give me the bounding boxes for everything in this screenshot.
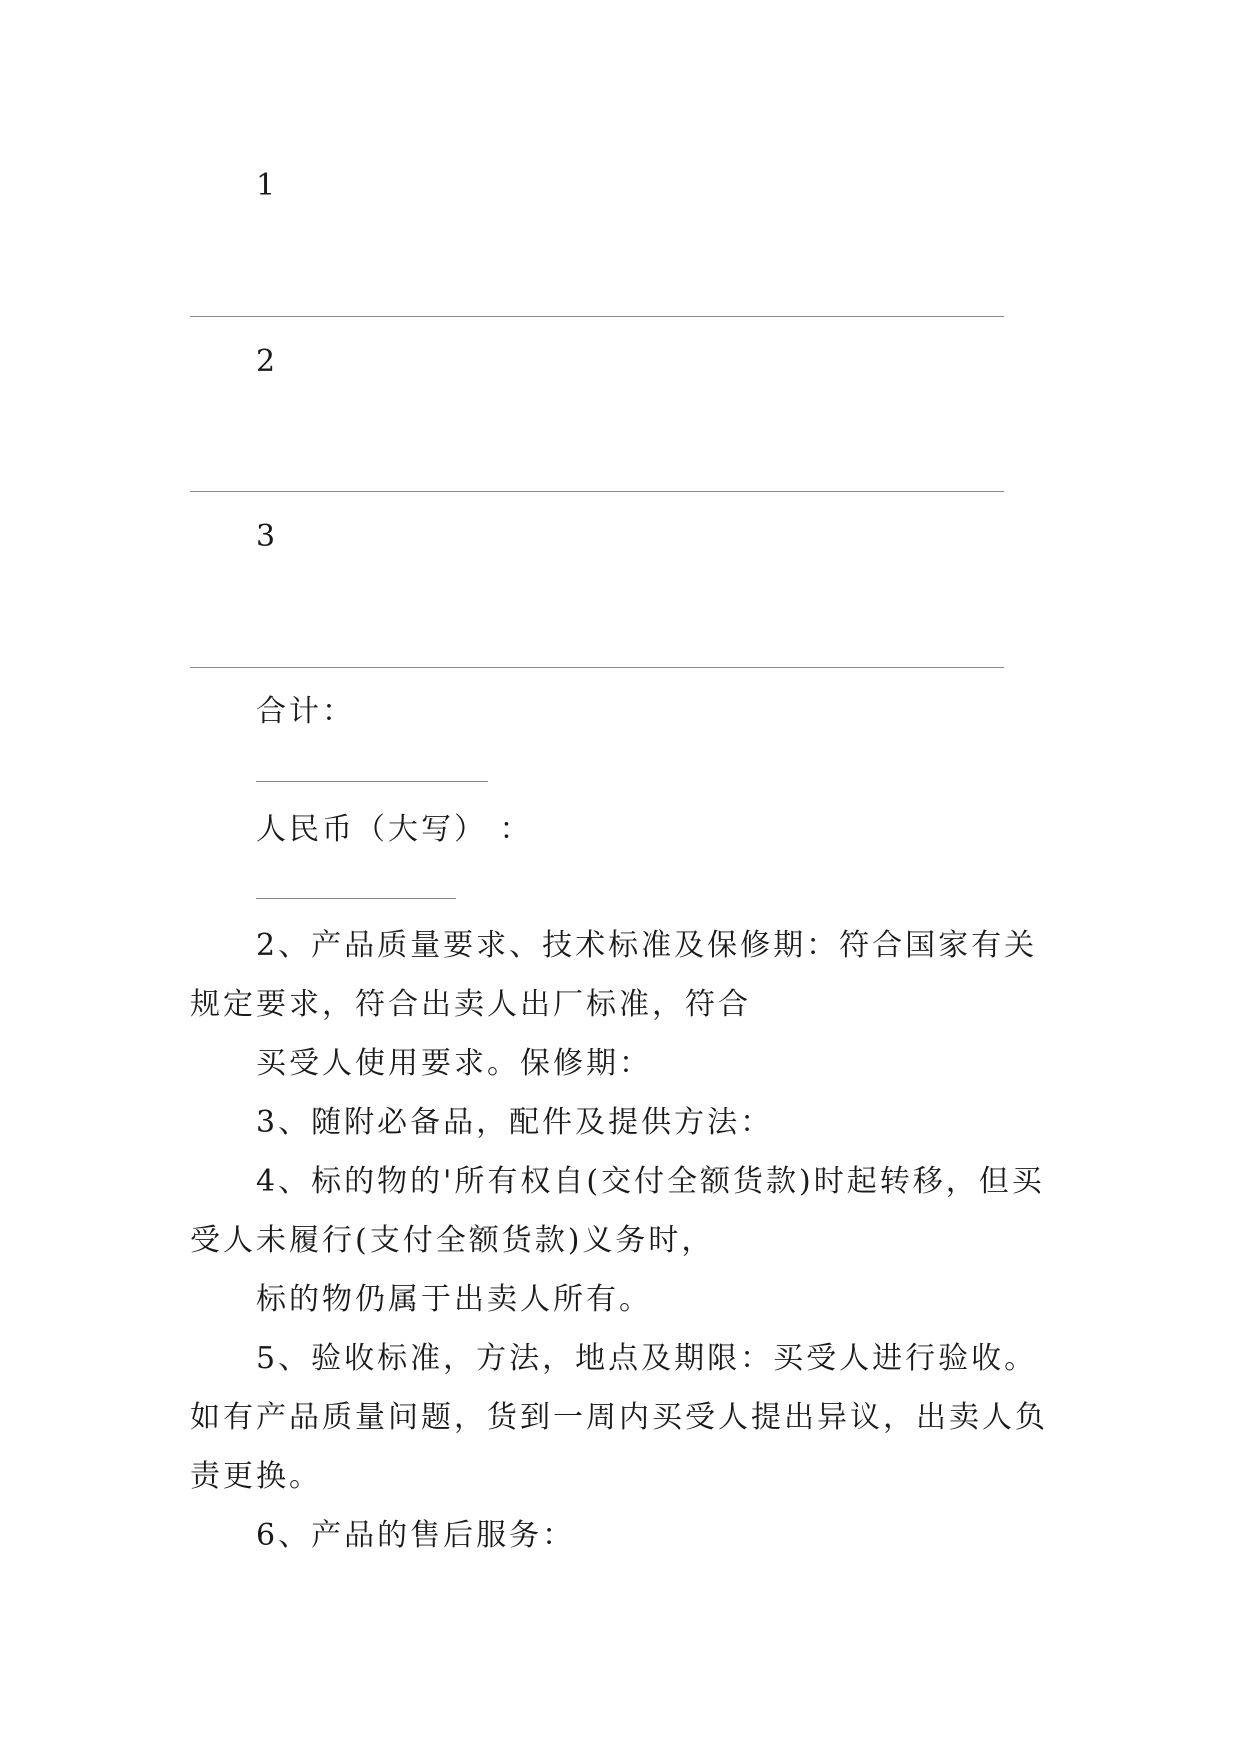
clause-2-line-3: 买受人使用要求。保修期：: [256, 1046, 652, 1081]
clause-2-line-2: 规定要求，符合出卖人出厂标准，符合: [190, 987, 751, 1022]
item-row-divider: [190, 316, 1004, 317]
clause-4-line-1: 4、标的物的'所有权自(交付全额货款)时起转移，但买: [256, 1164, 1045, 1199]
clause-5-line-2: 如有产品质量问题，货到一周内买受人提出异议，出卖人负: [190, 1400, 1048, 1435]
item-row-number: 2: [256, 344, 276, 379]
clause-5-line-1: 5、验收标准，方法，地点及期限：买受人进行验收。: [256, 1341, 1038, 1376]
item-row-number: 3: [256, 519, 276, 554]
item-row-divider: [190, 667, 1004, 668]
rmb-uppercase-label: 人民币（大写） ：: [256, 812, 533, 847]
total-label: 合计：: [256, 694, 355, 729]
clause-2-line-1: 2、产品质量要求、技术标准及保修期：符合国家有关: [256, 928, 1038, 963]
clause-4-line-3: 标的物仍属于出卖人所有。: [256, 1282, 652, 1317]
clause-4-line-2: 受人未履行(支付全额货款)义务时，: [190, 1223, 715, 1258]
clause-5-line-3: 责更换。: [190, 1459, 322, 1494]
rmb-blank-line: [256, 898, 456, 899]
item-row-divider: [190, 491, 1004, 492]
clause-3-line-1: 3、随附必备品，配件及提供方法：: [256, 1105, 774, 1140]
clause-6-line-1: 6、产品的售后服务：: [256, 1518, 576, 1553]
item-row-number: 1: [256, 168, 276, 203]
total-blank-line: [256, 781, 488, 782]
